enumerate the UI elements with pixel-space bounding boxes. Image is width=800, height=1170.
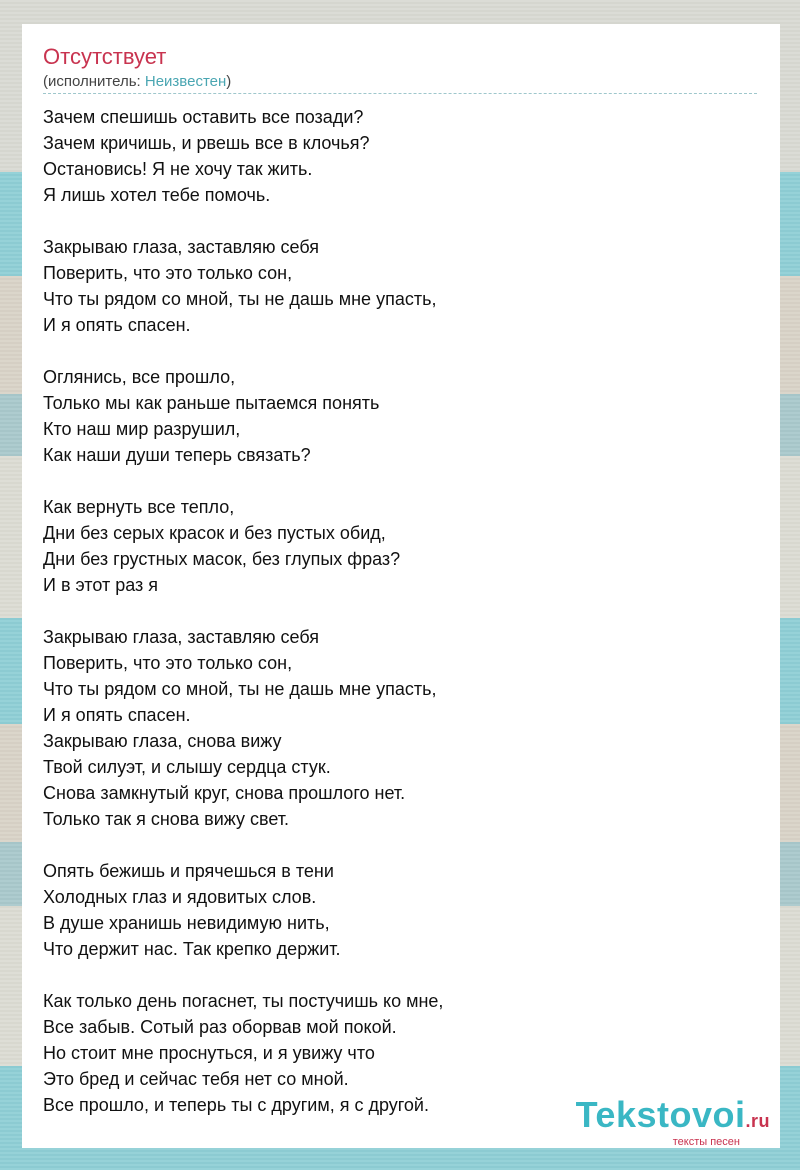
lyric-line: Я лишь хотел тебе помочь.	[43, 185, 271, 205]
lyric-line: Зачем кричишь, и рвешь все в клочья?	[43, 133, 370, 153]
logo-name: Tekstovoi	[575, 1094, 746, 1135]
lyric-line: Остановись! Я не хочу так жить.	[43, 159, 313, 179]
artist-suffix: )	[226, 73, 232, 90]
lyric-line: Снова замкнутый круг, снова прошлого нет.	[43, 783, 406, 803]
lyric-line: Опять бежишь и прячешься в тени	[43, 861, 334, 881]
lyric-line: Но стоит мне проснуться, и я увижу что	[43, 1043, 375, 1063]
logo-wordmark	[575, 1094, 770, 1139]
stanza-gap	[43, 598, 763, 624]
lyric-line: Что держит нас. Так крепко держит.	[43, 939, 341, 959]
stanza-gap	[43, 962, 763, 988]
lyric-line: Закрываю глаза, снова вижу	[43, 731, 282, 751]
stanza-gap	[43, 832, 763, 858]
lyric-line: Только так я снова вижу свет.	[43, 809, 290, 829]
lyric-line: Что ты рядом со мной, ты не дашь мне упасть,	[43, 679, 437, 699]
artist-link[interactable]: Неизвестен	[144, 73, 227, 90]
stanza-gap	[43, 468, 763, 494]
site-logo[interactable]	[575, 1094, 770, 1148]
lyrics-body	[43, 104, 763, 1118]
lyrics-card	[22, 24, 780, 1148]
lyric-line: Что ты рядом со мной, ты не дашь мне упасть,	[43, 289, 437, 309]
lyric-line: Дни без грустных масок, без глупых фраз?	[43, 549, 401, 569]
lyric-line: Все забыв. Сотый раз оборвав мой покой.	[43, 1017, 397, 1037]
divider	[43, 93, 757, 94]
artist-line	[43, 73, 231, 91]
stanza-gap	[43, 208, 763, 234]
lyric-line: Как только день погаснет, ты постучишь ко мне,	[43, 991, 444, 1011]
lyric-line: Как наши души теперь связать?	[43, 445, 311, 465]
lyric-line: Все прошло, и теперь ты с другим, я с другой.	[43, 1095, 429, 1115]
lyric-line: Оглянись, все прошло,	[43, 367, 236, 387]
lyric-line: Поверить, что это только сон,	[43, 653, 293, 673]
lyric-line: И в этот раз я	[43, 575, 159, 595]
song-title: Отсутствует	[43, 44, 167, 69]
lyric-line: Только мы как раньше пытаемся понять	[43, 393, 380, 413]
lyric-line: Холодных глаз и ядовитых слов.	[43, 887, 317, 907]
stanza-gap	[43, 338, 763, 364]
lyric-line: Кто наш мир разрушил,	[43, 419, 241, 439]
lyric-line: И я опять спасен.	[43, 705, 191, 725]
lyric-line: Закрываю глаза, заставляю себя	[43, 627, 320, 647]
logo-tld: .ru	[745, 1111, 770, 1131]
lyric-line: Зачем спешишь оставить все позади?	[43, 107, 364, 127]
lyric-line: Закрываю глаза, заставляю себя	[43, 237, 320, 257]
lyric-line: Поверить, что это только сон,	[43, 263, 293, 283]
lyric-line: Дни без серых красок и без пустых обид,	[43, 523, 386, 543]
artist-prefix: (исполнитель:	[43, 73, 145, 90]
lyric-line: Твой силуэт, и слышу сердца стук.	[43, 757, 331, 777]
lyric-line: В душе хранишь невидимую нить,	[43, 913, 330, 933]
logo-tagline: тексты песен	[672, 1136, 740, 1148]
lyric-line: Как вернуть все тепло,	[43, 497, 235, 517]
lyric-line: И я опять спасен.	[43, 315, 191, 335]
lyric-line: Это бред и сейчас тебя нет со мной.	[43, 1069, 349, 1089]
